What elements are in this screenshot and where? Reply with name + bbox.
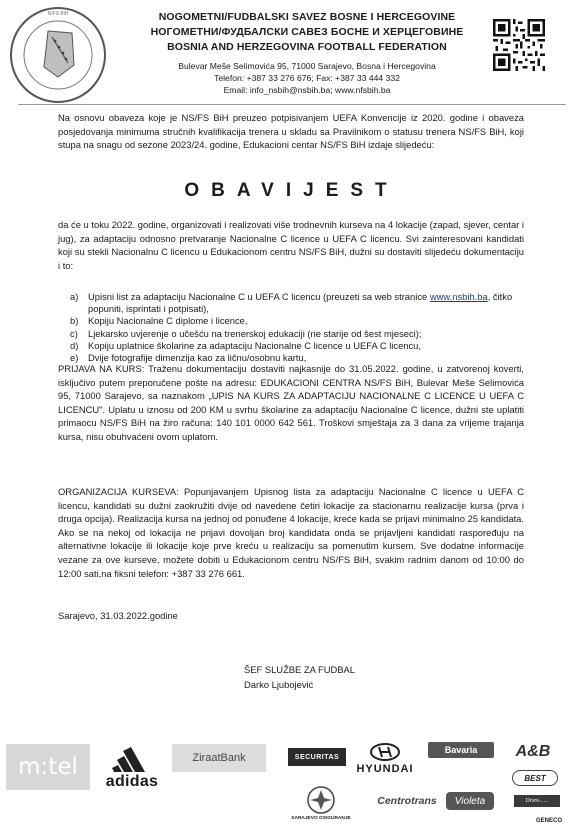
federation-contact: Email: info_nsbih@nsbih.ba; www.nfsbih.ba <box>223 85 391 95</box>
signature-name: Darko Ljubojević <box>244 679 314 690</box>
list-item-text: , čitko popuniti, isprintati i potpisati), <box>88 291 513 315</box>
federation-name-cyrillic: НОГОМЕТНИ/ФУДБАЛСКИ САВЕЗ БОСНЕ И ХЕРЦЕГОВИНЕ <box>150 26 464 38</box>
qr-code-icon <box>493 19 545 71</box>
sponsor-geneco-text: GENECO <box>535 818 562 824</box>
sponsor-hyundai-logo <box>352 742 418 776</box>
intro-paragraph: Na osnovu obaveza koje je NS/FS BiH preuzeo potpisivanjem UEFA Konvencije iz 2020. godine i obaveza posjedovanja minimuma stručnih kvalifikacija trenera u skladu sa Pravilnikom o statusu trenera NS/FS BiH, koji stupa na snagu od sezone 2023/24. godine, Edukacioni centar NS/FS BiH izdaje slijedeću: <box>58 112 524 151</box>
federation-address: Bulevar Meše Selimovića 95, 71000 Sarajevo, Bosna i Hercegovina <box>178 61 436 71</box>
list-item-text: Kopiju uplatnice školarine za adaptaciju Nacionalne C licence u UEFA C licencu, <box>88 339 421 351</box>
sponsor-drvni-text: Drvni-..... <box>525 798 549 804</box>
document-title: OBAVIJEST <box>184 180 399 201</box>
list-item-text: Upisni list za adaptaciju Nacionalne C u UEFA C licencu (preuzeti sa web stranice <box>88 291 430 302</box>
sponsor-violeta-logo <box>446 792 494 810</box>
sponsor-ab-logo <box>510 738 556 766</box>
application-paragraph: PRIJAVA NA KURS: Traženu dokumentaciju dostaviti najkasnije do 31.05.2022. godine, u zatvorenoj koverti, isključivo putem preporučene pošte na adresu: EDUKACIONI CENTRA NS/FS BiH, Bulevar Meše Selimovića 95, 71000 Sarajevo, sa naznakom „UPIS NA KURS ZA ADAPTACIJU NACIONALNE C LICENCE U UEFA C LICENCU". Uplatu u iznosu od 200 KM u svrhu školarine za adaptaciju Nacionalne C licence, dužni ste uplatiti primaocu NS/FS BiH na žiro računa: 140 101 0000 642 561. Troškovi smještaja za 3 dana za vrijeme trajanja kursa, nisu obuhvaćeni ovom uplatom. <box>58 363 524 442</box>
sponsor-best-logo <box>512 770 558 786</box>
required-documents-list <box>58 291 524 364</box>
federation-name-latin: NOGOMETNI/FUDBALSKI SAVEZ BOSNE I HERCEGOVINE <box>158 11 456 23</box>
federation-name-english: BOSNIA AND HERZEGOVINA FOOTBALL FEDERATION <box>167 41 447 53</box>
federation-emblem-icon <box>8 5 108 105</box>
sponsor-securitas-logo <box>288 748 346 766</box>
sponsor-osiguranje-text: SARAJEVO OSIGURANJE <box>291 816 351 821</box>
sponsor-adidas-logo <box>98 742 166 794</box>
signature-role: ŠEF SLUŽBE ZA FUDBAL <box>244 664 355 675</box>
federation-phones: Telefon: +387 33 276 676; Fax: +387 33 444 332 <box>214 73 400 83</box>
list-item-text: Ljekarsko uvjerenje o učešću na trenerskoj edukaciji (ne starije od šest mjeseci); <box>88 327 422 339</box>
list-marker: c) <box>70 327 78 339</box>
sponsor-ab-text: A&B <box>515 743 551 760</box>
sponsor-centrotrans-logo <box>372 792 442 810</box>
sponsor-mtel-logo <box>6 744 90 790</box>
organization-paragraph: ORGANIZACIJA KURSEVA: Popunjavanjem Upisnog lista za adaptaciju Nacionalne C licence u UEFA C licencu, kandidati su dužni zaokružiti dvije od navedene četiri lokacije za stacionarnu realizacije kursa (prva i druga opcija). Realizacija kursa na jednoj od ponuđene 4 lokacije, kreće kada se prijavi minimalno 25 kandidata. Ako se na nekoj od lokacija ne prijavi dovoljan broj kandidata onda se prijavljeni kandidati raspoređuju na alternativne lokacije ili lokacije koje prve kreću u realizaciju sa pomenutim kursem. Sve dodatne informacije vezane za ove kurseve, možete dobiti u Edukacionom centru NS/FS BiH, svakim radnim danom od 10:00 do 12:00 sati,na fiksni telefon: +387 33 276 661. <box>58 486 524 579</box>
adidas-stripes-icon <box>112 746 152 772</box>
header-divider <box>18 104 566 105</box>
website-link[interactable]: www.nsbih.ba <box>429 291 488 302</box>
svg-text:N/FS BiH: N/FS BiH <box>47 11 69 17</box>
list-item <box>58 315 524 327</box>
list-marker: e) <box>70 352 79 364</box>
sponsor-hyundai-text: HYUNDAI <box>356 763 414 775</box>
sponsor-best-text: BEST <box>524 773 546 783</box>
sponsor-ziraat-logo <box>172 744 266 772</box>
sponsor-geneco-logo <box>534 816 564 826</box>
date-line: Sarajevo, 31.03.2022.godine <box>58 610 178 621</box>
list-item-text: Dvije fotografije dimenzija kao za ličnu/osobnu kartu, <box>88 352 307 364</box>
sponsor-osiguranje-logo <box>291 780 351 826</box>
sponsor-securitas-text: SECURITAS <box>294 753 340 761</box>
list-item <box>58 340 524 352</box>
osiguranje-emblem-icon <box>306 785 336 815</box>
sponsor-adidas-text: adidas <box>105 772 159 790</box>
sponsor-drvni-logo <box>514 795 560 807</box>
list-marker: b) <box>70 315 79 327</box>
list-item <box>58 328 524 340</box>
sponsor-bavaria-logo <box>428 742 494 758</box>
hyundai-oval-icon <box>370 743 400 761</box>
list-item-text: Kopiju Nacionalne C diplome i licence, <box>88 315 248 327</box>
announcement-paragraph: da će u toku 2022. godine, organizovati i realizovati više trodnevnih kurseva na 4 lokacije (zapad, sjever, centar i jug), za adaptaciju odnosno pretvaranje Nacionalne C licence u UEFA C licencu. Svi zainteresovani kandidati koji su stekli Nacionalnu C licencu u Edukacionom centru NS/FS BiH, dužni su dostaviti slijedeću dokumentaciju i to: <box>58 219 524 271</box>
list-item <box>58 291 524 315</box>
list-marker: a) <box>70 291 79 302</box>
sponsor-centrotrans-text: Centrotrans <box>377 795 437 807</box>
sponsor-mtel-text: m:tel <box>18 754 78 780</box>
list-marker: d) <box>70 339 79 351</box>
sponsor-violeta-text: Violeta <box>454 795 486 807</box>
sponsor-bavaria-text: Bavaria <box>444 745 478 755</box>
sponsor-ziraat-text: ZiraatBank <box>192 752 246 764</box>
